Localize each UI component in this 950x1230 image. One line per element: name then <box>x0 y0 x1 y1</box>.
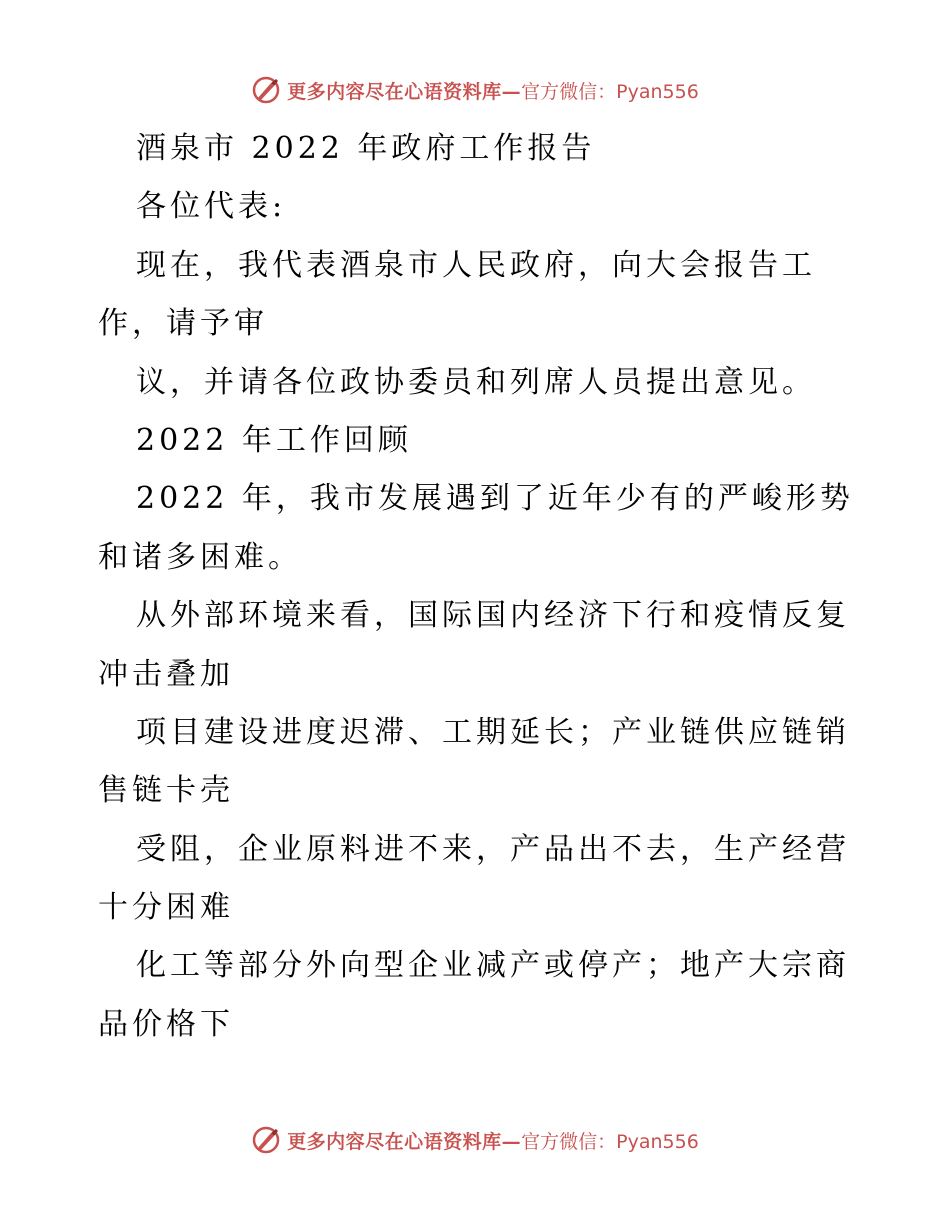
doc-line: 化工等部分外向型企业减产或停产；地产大宗商 <box>136 948 850 984</box>
doc-line: 项目建设进度迟滞、工期延长；产业链供应链销 <box>136 714 850 750</box>
doc-line: 作，请予审 <box>98 306 268 342</box>
document-body <box>98 120 858 1054</box>
doc-line: 十分困难 <box>98 890 234 926</box>
footer-banner <box>0 1120 950 1160</box>
doc-line: 议，并请各位政协委员和列席人员提出意见。 <box>136 364 816 400</box>
doc-section-heading: 2022 年工作回顾 <box>136 422 412 458</box>
doc-line: 受阻，企业原料进不来，产品出不去，生产经营 <box>136 831 850 867</box>
banner-wechat: 官方微信：Pyan556 <box>521 80 699 103</box>
doc-title: 酒泉市 2022 年政府工作报告 <box>136 131 596 166</box>
doc-line: 现在，我代表酒泉市人民政府，向大会报告工 <box>136 247 816 283</box>
header-banner <box>0 70 950 110</box>
pen-seal-logo-icon <box>251 1125 281 1155</box>
doc-line: 冲击叠加 <box>98 656 234 692</box>
banner-text: 更多内容尽在心语资料库— <box>287 80 522 103</box>
pen-seal-logo-icon <box>251 75 281 105</box>
doc-line: 售链卡壳 <box>98 773 234 809</box>
doc-line: 各位代表: <box>136 189 287 225</box>
banner-text: 更多内容尽在心语资料库— <box>287 1130 522 1153</box>
doc-line: 品价格下 <box>98 1006 234 1042</box>
doc-line: 从外部环境来看，国际国内经济下行和疫情反复 <box>136 598 850 634</box>
doc-line: 和诸多困难。 <box>98 539 302 575</box>
doc-line: 2022 年，我市发展遇到了近年少有的严峻形势 <box>136 481 854 517</box>
banner-wechat: 官方微信：Pyan556 <box>521 1130 699 1153</box>
